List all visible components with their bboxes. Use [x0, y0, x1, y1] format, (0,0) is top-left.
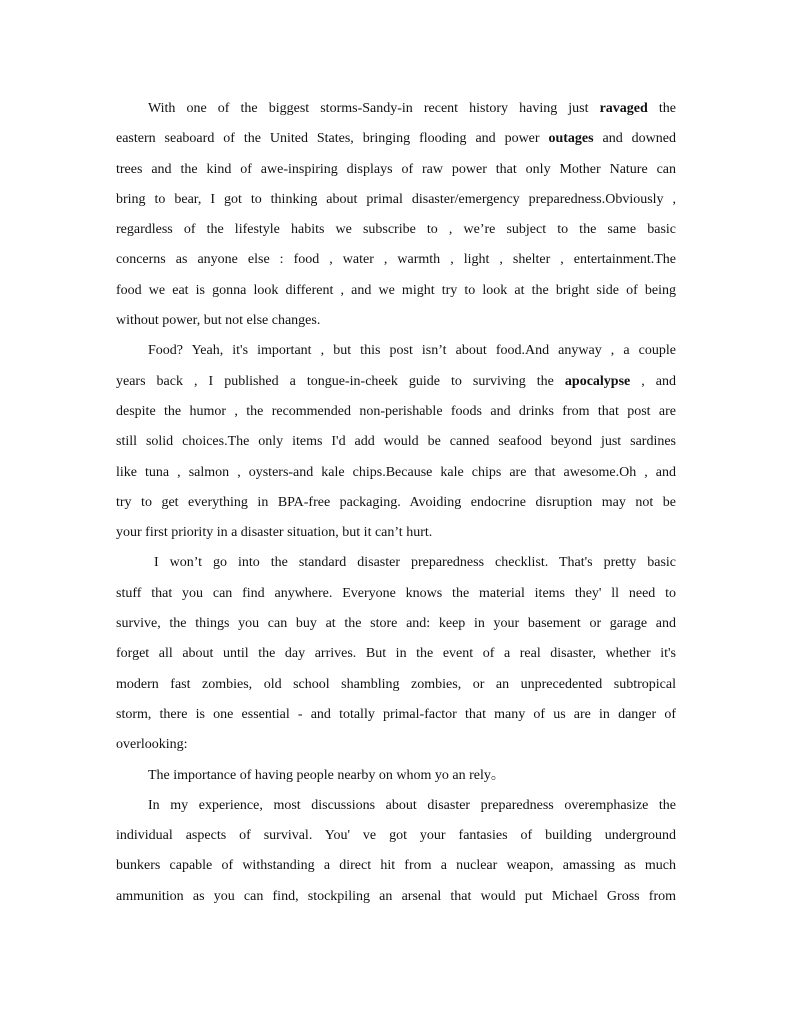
text-line: [116, 367, 676, 397]
text-line: [116, 245, 676, 275]
text-segment: try to get everything in BPA-free packaging. Avoiding endocrine disruption may not be: [116, 494, 676, 510]
text-line: [116, 397, 676, 427]
paragraph: [116, 336, 676, 548]
text-line: [116, 851, 676, 881]
text-line: [116, 276, 676, 306]
text-line: [116, 639, 676, 669]
text-line: [116, 821, 676, 851]
text-segment: concerns as anyone else : food , water , warmth , light , shelter , entertainment.The: [116, 252, 676, 268]
text-segment: despite the humor , the recommended non-perishable foods and drinks from that post are: [116, 403, 676, 419]
text-line: [116, 94, 676, 124]
text-line: [116, 882, 676, 912]
text-segment: bunkers capable of withstanding a direct hit from a nuclear weapon, amassing as much: [116, 858, 676, 874]
text-segment: food we eat is gonna look different , and we might try to look at the bright side of being: [116, 282, 676, 298]
paragraph: [116, 791, 676, 912]
text-segment: individual aspects of survival. You' ve got your fantasies of building underground: [116, 828, 676, 844]
text-segment: trees and the kind of awe-inspiring displays of raw power that only Mother Nature can: [116, 161, 676, 177]
text-segment: eastern seaboard of the United States, bringing flooding and power: [116, 131, 549, 147]
text-segment: and downed: [593, 131, 676, 147]
text-line: [116, 427, 676, 457]
text-line: [116, 488, 676, 518]
text-line: [116, 700, 676, 730]
text-line: [116, 730, 676, 760]
text-segment: bring to bear, I got to thinking about primal disaster/emergency preparedness.Obviously ,: [116, 191, 676, 207]
paragraph: [116, 548, 676, 760]
text-segment: ammunition as you can find, stockpiling an arsenal that would put Michael Gross from: [116, 888, 676, 904]
text-line: [116, 579, 676, 609]
text-line: [116, 670, 676, 700]
text-line: [116, 336, 676, 366]
text-line: [116, 761, 676, 791]
text-segment: years back , I published a tongue-in-cheek guide to surviving the: [116, 373, 565, 389]
text-segment: survive, the things you can buy at the store and: keep in your basement or garage and: [116, 616, 676, 632]
text-line: [116, 215, 676, 245]
text-line: [116, 609, 676, 639]
text-segment: without power, but not else changes.: [116, 313, 321, 329]
paragraph: [116, 761, 676, 791]
bold-text: outages: [548, 131, 594, 147]
text-line: [116, 124, 676, 154]
text-line: [116, 155, 676, 185]
body-text: [116, 94, 676, 912]
bold-text: ravaged: [599, 101, 648, 116]
paragraph: [116, 94, 676, 336]
text-segment: overlooking:: [116, 737, 188, 753]
text-segment: In my experience, most discussions about disaster preparedness overemphasize the: [148, 797, 676, 813]
text-line: [116, 548, 676, 578]
text-line: [116, 306, 676, 336]
text-line: [116, 185, 676, 215]
text-segment: like tuna , salmon , oysters-and kale chips.Because kale chips are that awesome.Oh , and: [116, 464, 676, 480]
text-segment: forget all about until the day arrives. But in the event of a real disaster, whether it's: [116, 646, 676, 662]
text-segment: still solid choices.The only items I'd add would be canned seafood beyond just sardines: [116, 434, 676, 450]
text-segment: stuff that you can find anywhere. Everyone knows the material items they' ll need to: [116, 585, 676, 601]
text-segment: regardless of the lifestyle habits we subscribe to , we’re subject to the same basic: [116, 222, 676, 238]
text-segment: , and: [630, 373, 676, 389]
text-segment: your first priority in a disaster situation, but it can’t hurt.: [116, 525, 433, 541]
text-segment: Food? Yeah, it's important , but this post isn’t about food.And anyway , a couple: [148, 343, 676, 359]
text-line: [116, 518, 676, 548]
bold-text: apocalypse: [564, 373, 631, 389]
text-segment: storm, there is one essential - and totally primal-factor that many of us are in danger of: [116, 706, 676, 722]
text-line: [116, 791, 676, 821]
text-segment: I won’t go into the standard disaster preparedness checklist. That's pretty basic: [154, 555, 676, 571]
text-segment: modern fast zombies, old school shambling zombies, or an unprecedented subtropical: [116, 676, 676, 692]
text-segment: the: [647, 101, 676, 116]
text-segment: The importance of having people nearby on whom yo an rely。: [148, 767, 505, 783]
text-segment: With one of the biggest storms-Sandy-in recent history having just: [148, 101, 600, 116]
text-line: [116, 458, 676, 488]
